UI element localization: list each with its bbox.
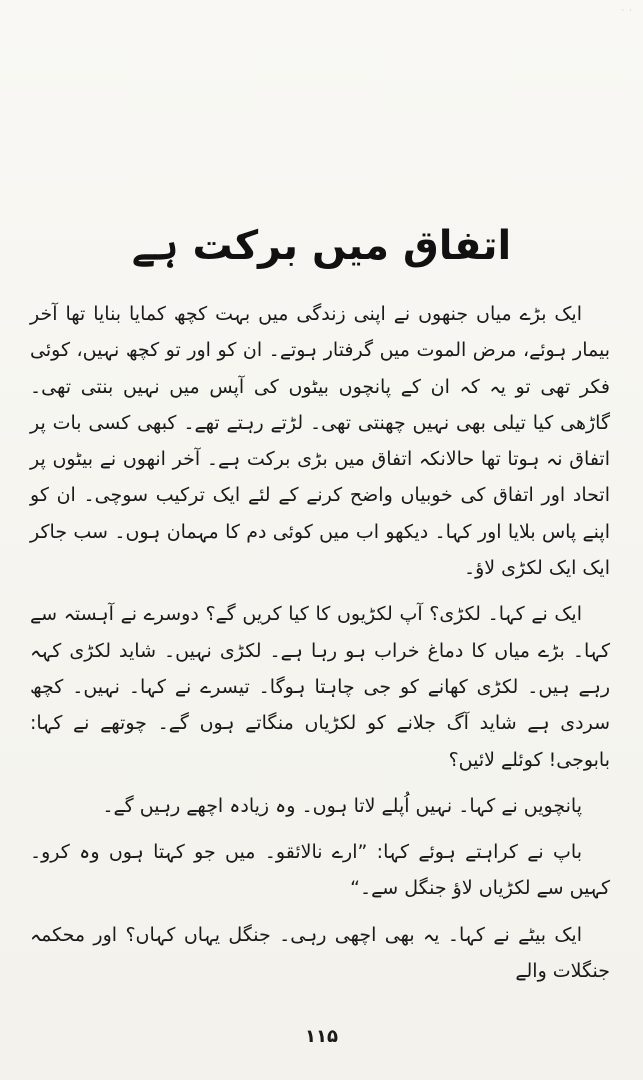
page-corner-mark: · · [621,6,633,16]
paragraph: ایک بڑے میاں جنھوں نے اپنی زندگی میں بہت کچھ کمایا بنایا تھا آخر بیمار ہوئے، مرض الموت میں گرفتار ہوتے۔ ان کو اور تو کچھ نہیں، کوئی فکر تھی تو یہ کہ ان کے پانچوں بیٹوں کی آپس میں نہیں بنتی تھی۔ گاڑھی کیا تیلی بھی نہیں چھنتی تھی۔ لڑتے رہتے تھے۔ کبھی کسی بات پر اتفاق نہ ہوتا تھا حالانکہ اتفاق میں بڑی برکت ہے۔ آخر انھوں نے بیٹوں پر اتحاد اور اتفاق کی خوبیاں واضح کرنے کے لئے ایک ترکیب سوچی۔ ان کو اپنے پاس بلایا اور کہا۔ دیکھو اب میں کوئی دم کا مہمان ہوں۔ سب جاکر ایک ایک لکڑی لاؤ۔ [30,303,610,580]
paragraph: ایک بیٹے نے کہا۔ یہ بھی اچھی رہی۔ جنگل یہاں کہاں؟ اور محکمہ جنگلات والے [30,923,610,983]
paragraph: ایک نے کہا۔ لکڑی؟ آپ لکڑیوں کا کیا کریں گے؟ دوسرے نے آہستہ سے کہا۔ بڑے میاں کا دماغ خراب ہو رہا ہے۔ لکڑی نہیں۔ شاید لکڑی کہہ رہے ہیں۔ لکڑی کھانے کو جی چاہتا ہوگا۔ تیسرے نے کہا۔ نہیں۔ کچھ سردی ہے شاید آگ جلانے کو لکڑیاں منگاتے ہوں گے۔ چوتھے نے کہا: بابوجی! کوئلے لائیں؟ [30,603,610,771]
page-number: ۱۱۵ [305,1026,338,1047]
body-text [30,296,610,999]
paragraph: پانچویں نے کہا۔ نہیں اُپلے لاتا ہوں۔ وہ زیادہ اچھے رہیں گے۔ [102,794,582,817]
page-title: اتفاق میں برکت ہے [131,222,512,269]
paragraph: باپ نے کراہتے ہوئے کہا: ”ارے نالائقو۔ میں جو کہتا ہوں وہ کرو۔ کہیں سے لکڑیاں لاؤ جنگل سے۔“ [30,841,610,900]
